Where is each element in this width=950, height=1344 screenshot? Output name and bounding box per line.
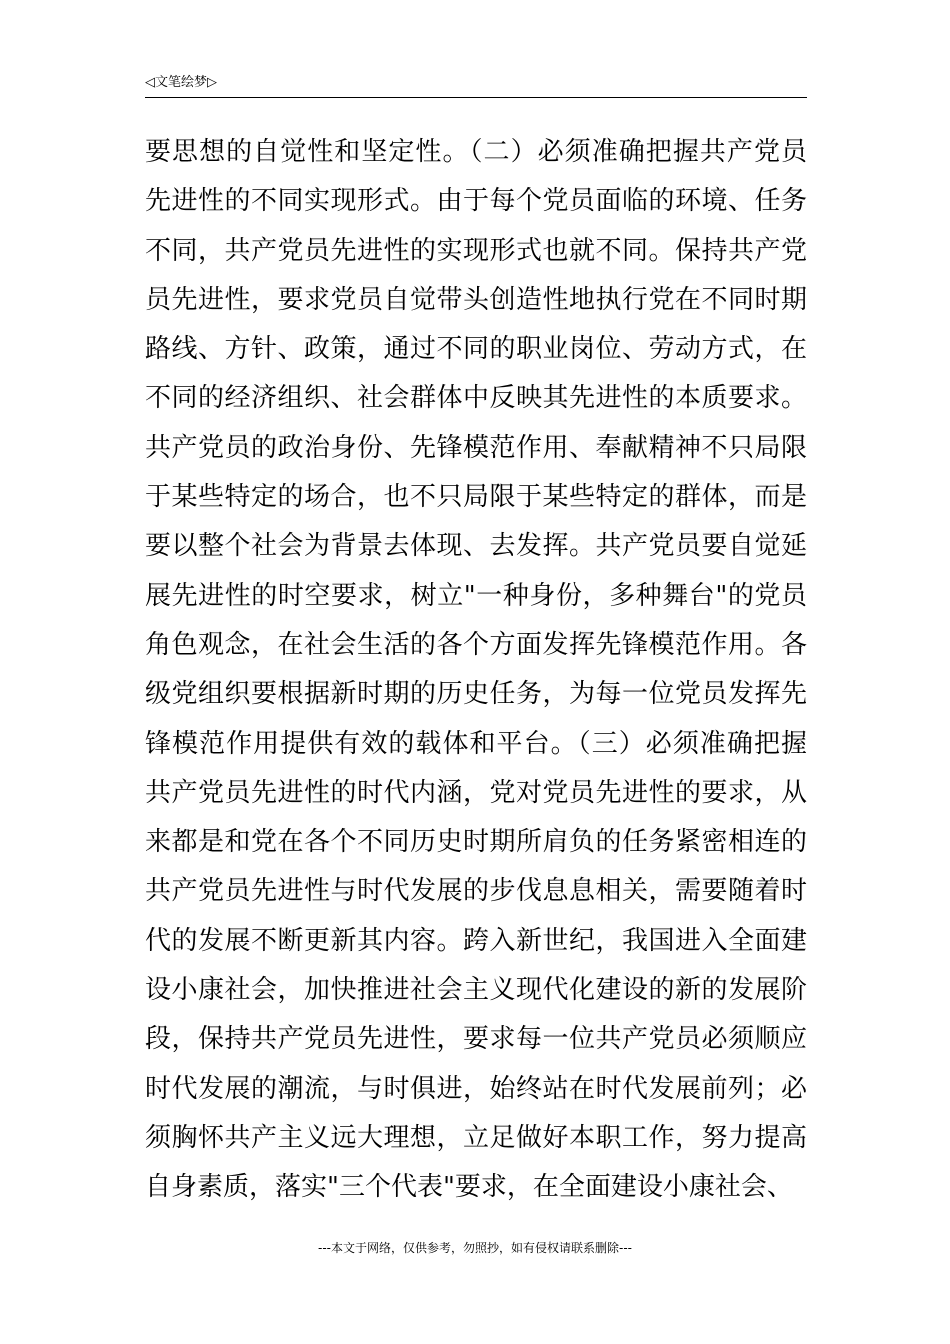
text-line: 路线、方针、政策，通过不同的职业岗位、劳动方式，在 bbox=[145, 334, 807, 365]
page-footer: ---本文于网络，仅供参考，勿照抄，如有侵权请联系删除--- bbox=[318, 1241, 632, 1255]
text-line: 共产党员的政治身份、先锋模范作用、奉献精神不只局限 bbox=[145, 432, 807, 463]
text-line: 级党组织要根据新时期的历史任务，为每一位党员发挥先 bbox=[145, 679, 807, 710]
text-line: 须胸怀共产主义远大理想，立足做好本职工作，努力提高 bbox=[145, 1122, 807, 1153]
text-line: 共产党员先进性与时代发展的步伐息息相关，需要随着时 bbox=[145, 876, 807, 907]
text-line: 设小康社会，加快推进社会主义现代化建设的新的发展阶 bbox=[145, 975, 807, 1006]
document-body bbox=[145, 128, 807, 1213]
text-line: 不同，共产党员先进性的实现形式也就不同。保持共产党 bbox=[145, 235, 807, 266]
text-line: 段，保持共产党员先进性，要求每一位共产党员必须顺应 bbox=[145, 1024, 807, 1055]
text-line: 要以整个社会为背景去体现、去发挥。共产党员要自觉延 bbox=[145, 531, 807, 562]
text-line: 代的发展不断更新其内容。跨入新世纪，我国进入全面建 bbox=[145, 925, 807, 956]
page-header bbox=[145, 73, 807, 98]
text-line: 共产党员先进性的时代内涵，党对党员先进性的要求，从 bbox=[145, 777, 807, 808]
text-line: 不同的经济组织、社会群体中反映其先进性的本质要求。 bbox=[145, 383, 807, 414]
text-line: 员先进性，要求党员自觉带头创造性地执行党在不同时期 bbox=[145, 284, 807, 315]
text-line: 于某些特定的场合，也不只局限于某些特定的群体，而是 bbox=[145, 482, 807, 513]
text-line: 锋模范作用提供有效的载体和平台。（三）必须准确把握 bbox=[145, 728, 807, 759]
text-line: 来都是和党在各个不同历史时期所肩负的任务紧密相连的 bbox=[145, 827, 807, 858]
text-line: 自身素质，落实"三个代表"要求，在全面建设小康社会、 bbox=[145, 1172, 793, 1203]
text-line: 角色观念，在社会生活的各个方面发挥先锋模范作用。各 bbox=[145, 629, 807, 660]
text-line: 时代发展的潮流，与时俱进，始终站在时代发展前列；必 bbox=[145, 1073, 807, 1104]
text-line: 要思想的自觉性和坚定性。（二）必须准确把握共产党员 bbox=[145, 137, 807, 167]
text-line: 展先进性的时空要求，树立"一种身份，多种舞台"的党员 bbox=[145, 580, 807, 611]
text-line: 先进性的不同实现形式。由于每个党员面临的环境、任务 bbox=[145, 186, 807, 217]
header-title: ◁文笔绘梦▷ bbox=[145, 75, 217, 90]
